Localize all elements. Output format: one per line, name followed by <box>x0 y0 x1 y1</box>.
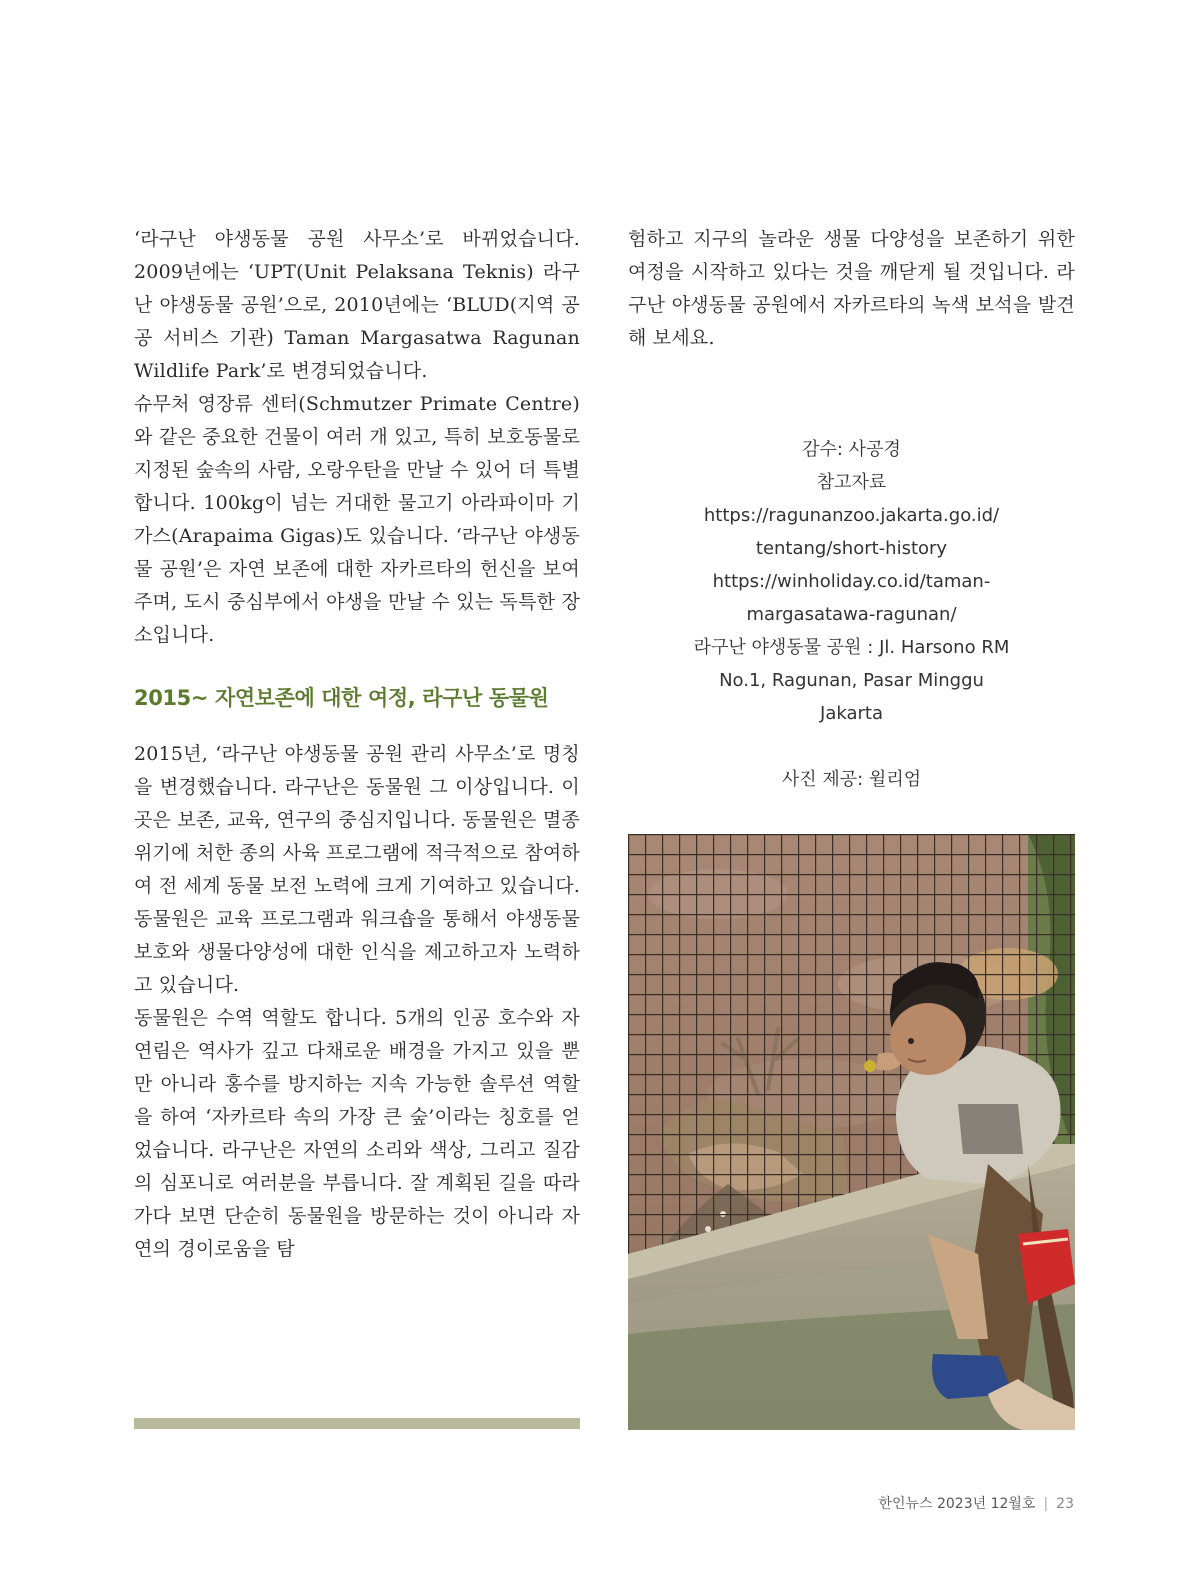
address-line-3: Jakarta <box>820 703 883 724</box>
left-paragraph-4: 동물원은 수역 역할도 합니다. 5개의 인공 호수와 자연림은 역사가 깊고 다채로운 배경을 가지고 있을 뿐만 아니라 홍수를 방지하는 지속 가능한 솔루션 역할을 하여 ‘자카르타 속의 가장 큰 숲’이라는 칭호를 얻었습니다. 라구난은 자연의 소리와 색상, 그리고 질감의 심포니로 여러분을 부릅니다. 잘 계획된 길을 따라가다 보면 단순히 동물원을 방문하는 것이 아니라 자연의 경이로움을 탐 <box>134 1007 580 1260</box>
address-line-2: No.1, Ragunan, Pasar Minggu <box>719 670 984 691</box>
section-heading: 2015~ 자연보존에 대한 여정, 라구난 동물원 <box>134 686 549 710</box>
zoo-photo <box>628 834 1075 1430</box>
left-paragraph-3: 2015년, ‘라구난 야생동물 공원 관리 사무소’로 명칭을 변경했습니다. 라구난은 동물원 그 이상입니다. 이곳은 보존, 교육, 연구의 중심지입니다. 동물원은 멸종 위기에 처한 종의 사육 프로그램에 적극적으로 참여하여 전 세계 동물 보전 노력에 크게 기여하고 있습니다. 동물원은 교육 프로그램과 워크숍을 통해서 야생동물 보호와 생물다양성에 대한 인식을 제고하고자 노력하고 있습니다. <box>134 743 580 996</box>
right-paragraph-1: 험하고 지구의 놀라운 생물 다양성을 보존하기 위한 여정을 시작하고 있다는 것을 깨닫게 될 것입니다. 라구난 야생동물 공원에서 자카르타의 녹색 보석을 발견해 보세요. <box>628 228 1075 349</box>
reference-link-2a[interactable]: https://winholiday.co.id/taman- <box>712 571 991 592</box>
publication-name: 한인뉴스 2023년 12월호 <box>878 1496 1036 1512</box>
reference-link-1b[interactable]: tentang/short-history <box>755 538 948 559</box>
address-line-1: 라구난 야생동물 공원 : Jl. Harsono RM <box>693 637 1010 658</box>
references-title: 참고자료 <box>816 472 887 493</box>
photo-credit: 사진 제공: 윌리엄 <box>781 769 922 790</box>
footer-separator: | <box>1043 1496 1049 1512</box>
left-column <box>134 223 580 1266</box>
supervisor-credit: 감수: 사공경 <box>802 439 901 460</box>
credits-block <box>628 433 1075 796</box>
reference-link-2b[interactable]: margasatawa-ragunan/ <box>746 604 957 625</box>
reference-link-1a[interactable]: https://ragunanzoo.jakarta.go.id/ <box>703 505 1000 526</box>
left-paragraph-1: ‘라구난 야생동물 공원 사무소’로 바뀌었습니다. 2009년에는 ‘UPT(Unit Pelaksana Teknis) 라구난 야생동물 공원’으로, 2010년에는 ‘BLUD(지역 공공 서비스 기관) Taman Margasatwa Ragunan Wildlife Park’로 변경되었습니다. <box>134 228 580 382</box>
right-column <box>628 223 1075 796</box>
decorative-green-bar <box>134 1418 580 1429</box>
left-paragraph-2: 슈무처 영장류 센터(Schmutzer Primate Centre)와 같은 중요한 건물이 여러 개 있고, 특히 보호동물로 지정된 숲속의 사람, 오랑우탄을 만날 수 있어 더 특별합니다. 100kg이 넘는 거대한 물고기 아라파이마 기가스(Arapaima Gigas)도 있습니다. ‘라구난 야생동물 공원’은 자연 보존에 대한 자카르타의 헌신을 보여주며, 도시 중심부에서 야생을 만날 수 있는 독특한 장소입니다. <box>134 393 580 646</box>
page-number: 23 <box>1056 1496 1074 1512</box>
page-footer <box>878 1493 1074 1513</box>
